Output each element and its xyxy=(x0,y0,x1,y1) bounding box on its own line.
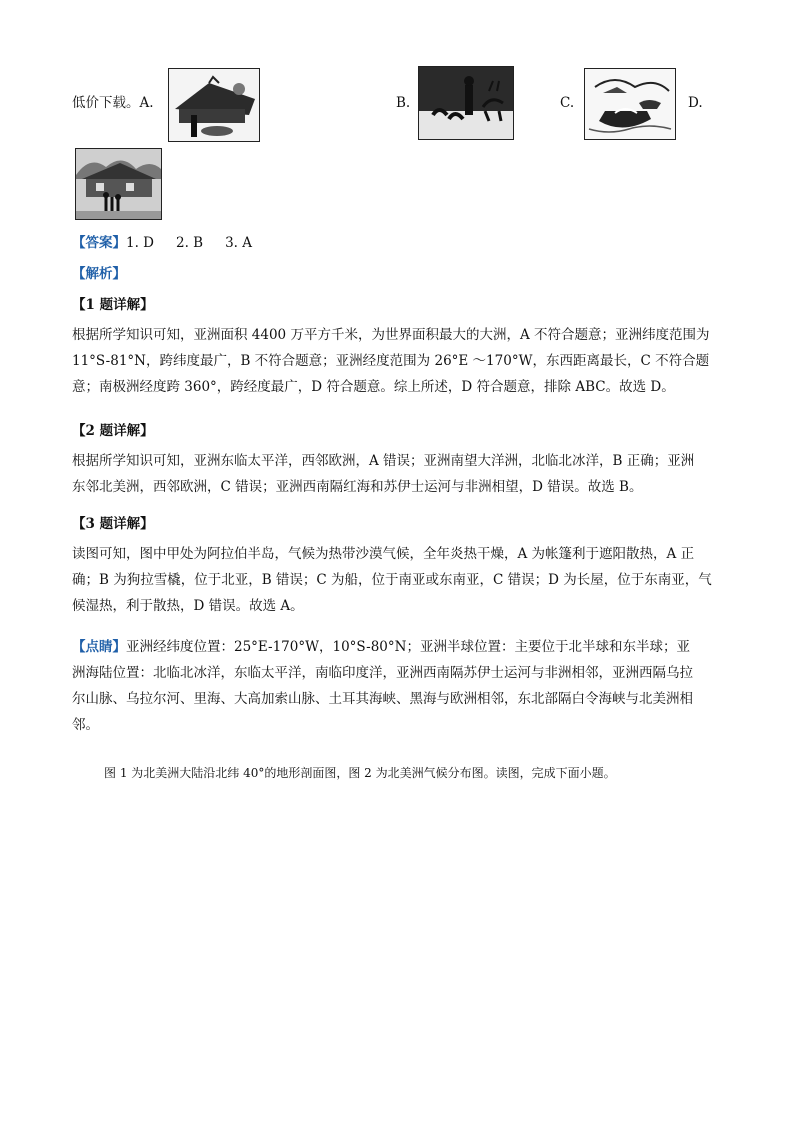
answer-item-3: 3. A xyxy=(225,235,253,251)
intro-line xyxy=(72,94,154,112)
option-a-label: A. xyxy=(139,95,154,111)
option-b-label: B. xyxy=(396,95,411,111)
note-section xyxy=(72,634,722,738)
note-line-1 xyxy=(72,634,722,660)
q2-line-1: 根据所学知识可知，亚洲东临太平洋，西邻欧洲，A 错误；亚洲南望大洋洲，北临北冰洋，B 正确；亚洲 xyxy=(72,453,695,469)
answer-item-1: 1. D xyxy=(126,235,154,251)
q2-explanation xyxy=(72,448,722,500)
long-house-icon xyxy=(76,149,161,219)
intro-text: 低价下载。 xyxy=(72,95,140,111)
option-a-image-tent xyxy=(168,68,260,142)
q3-line-2: 确；B 为狗拉雪橇，位于北亚，B 错误；C 为船，位于南亚或东南亚，C 错误；D 为长屋，位于东南亚，气 xyxy=(72,572,712,588)
q2-line-2: 东邻北美洲，西邻欧洲，C 错误；亚洲西南隔红海和苏伊士运河与非洲相望，D 错误。故选 B。 xyxy=(72,479,643,495)
next-question-stem: 图 1 为北美洲大陆沿北纬 40°的地形剖面图，图 2 为北美洲气候分布图。读图，完成下面小题。 xyxy=(104,766,616,780)
q1-line-1: 根据所学知识可知，亚洲面积 4400 万平方千米，为世界面积最大的大洲，A 不符合题意；亚洲纬度范围为 xyxy=(72,327,710,343)
q1-heading: 【1 题详解】 xyxy=(72,297,154,313)
q1-explanation xyxy=(72,322,722,400)
q3-explanation xyxy=(72,541,722,619)
note-line-2: 洲海陆位置：北临北冰洋，东临太平洋，南临印度洋，亚洲西南隔苏伊士运河与非洲相邻，亚洲西隔乌拉 xyxy=(72,665,693,681)
dog-sled-icon xyxy=(419,67,513,139)
note-tag: 【点睛】 xyxy=(72,639,126,655)
option-c-image-boat xyxy=(584,68,676,140)
answer-item-2: 2. B xyxy=(176,235,204,251)
option-d-image-long-house xyxy=(75,148,162,220)
q1-line-3: 意；南极洲经度跨 360°，跨经度最广，D 符合题意。综上所述，D 符合题意，排除 ABC。故选 D。 xyxy=(72,379,675,395)
answer-tag: 【答案】 xyxy=(72,235,126,251)
analysis-tag: 【解析】 xyxy=(72,266,126,282)
q2-heading: 【2 题详解】 xyxy=(72,423,154,439)
boat-icon xyxy=(585,69,675,139)
q1-line-2: 11°S-81°N，跨纬度最广，B 不符合题意；亚洲经度范围为 26°E ～170°W，东西距离最长，C 不符合题 xyxy=(72,353,710,369)
option-b-image-dog-sled xyxy=(418,66,514,140)
q3-heading: 【3 题详解】 xyxy=(72,516,154,532)
q3-line-3: 候湿热，利于散热，D 错误。故选 A。 xyxy=(72,598,304,614)
option-c-label: C. xyxy=(560,95,575,111)
tent-icon xyxy=(169,69,259,141)
q3-line-1: 读图可知，图中甲处为阿拉伯半岛，气候为热带沙漠气候，全年炎热干燥，A 为帐篷利于遮阳散热，A 正 xyxy=(72,546,695,562)
note-line-4: 邻。 xyxy=(72,717,99,733)
note-line-3: 尔山脉、乌拉尔河、里海、大高加索山脉、土耳其海峡、黑海与欧洲相邻，东北部隔白令海峡与北美洲相 xyxy=(72,691,693,707)
note-line-1-text: 亚洲经纬度位置：25°E-170°W，10°S-80°N；亚洲半球位置：主要位于北半球和东半球；亚 xyxy=(126,639,690,655)
answer-line xyxy=(72,234,274,252)
option-d-label: D. xyxy=(688,95,703,111)
